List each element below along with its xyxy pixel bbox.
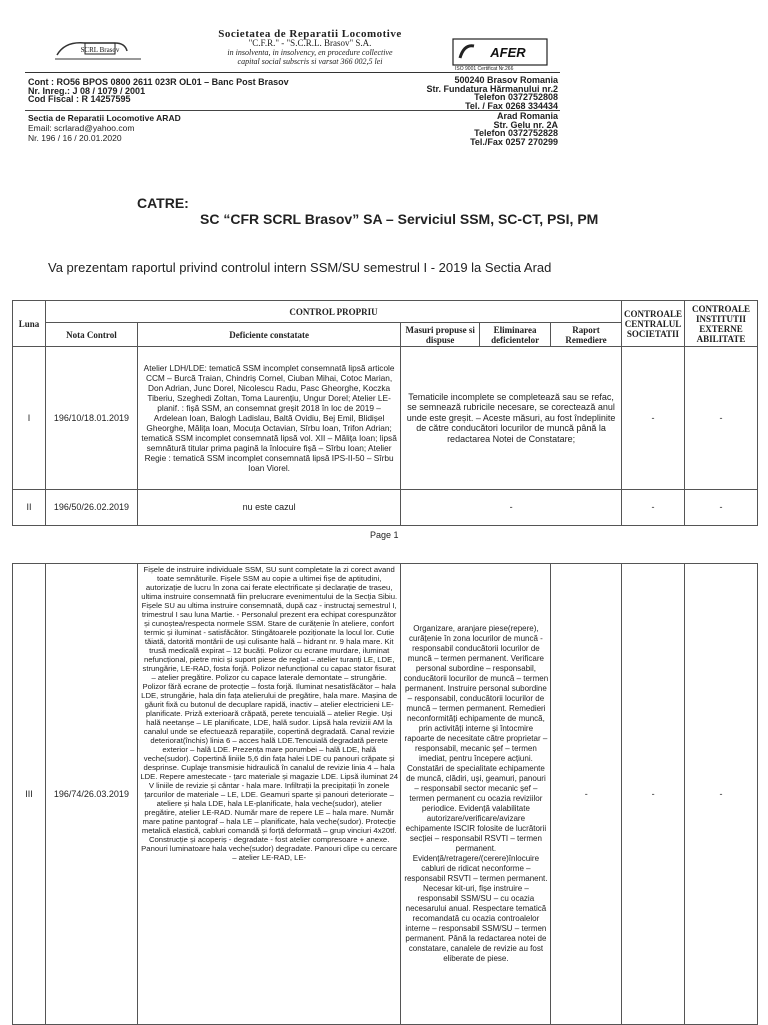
row-nota: 196/74/26.03.2019 bbox=[45, 564, 137, 1025]
row-raport: - bbox=[551, 564, 622, 1025]
row-institutii: - bbox=[684, 347, 757, 490]
row-deficiente: Atelier LDH/LDE: tematică SSM incomplet consemnată lipsă articole CCM – Burcă Traian, Chindriș Cornel, Ciuban Mihai, Cotoc Marian, Don Adrian, Junc Dorel, Nicolescu Radu, Pasc Gheorghe, Koczka Tiberiu, Szeghedi Zoltan, Toma Laurențiu, Ungur Dorel; Atelier LE-planif. : fișă SSM, an consemnat greșit 2018 în loc de 2019 – Ardelean Ioan, Balogh Ladislau, Baltă Ovidiu, Bej Emil, Blidișel Gheorghe, Mălița Ioan, Mocuța Octavian, Sîrbu Ioan, Trifon Adrian; tematică SSM incomplet consemnată lipsă vol. XII – Mălița Ioan; lipsă semnătură titular prima pagină la înlocuire fișă – Sîrbu Ioan; Atelier Regie : tematică SSM incomplet consemnată lipsă IPS-II-50 – Sîrbu Ioan Viorel. bbox=[137, 347, 400, 490]
arad-address bbox=[470, 112, 558, 146]
row-centralul: - bbox=[621, 347, 684, 490]
arad-section-name: Sectia de Reparatii Locomotive ARAD bbox=[28, 113, 181, 123]
intro-text: Va prezentam raportul privind controlul intern SSM/SU semestrul I - 2019 la Sectia Arad bbox=[48, 260, 552, 275]
row-masuri: - bbox=[401, 490, 622, 526]
arad-street: Str. Gelu nr. 2A bbox=[493, 119, 558, 130]
document-number: Nr. 196 / 16 / 20.01.2020 bbox=[28, 133, 122, 143]
addressee: SC “CFR SCRL Brasov” SA – Serviciul SSM, SC-CT, PSI, PM bbox=[200, 211, 599, 227]
header-controale-centralul: CONTROALE CENTRALUL SOCIETATII bbox=[621, 301, 684, 347]
header-masuri: Masuri propuse si dispuse bbox=[401, 323, 480, 347]
control-table-page2 bbox=[12, 563, 758, 1025]
afer-logo-text: AFER bbox=[490, 45, 526, 60]
brasov-city: 500240 Brasov Romania bbox=[454, 75, 558, 85]
company-name: Societatea de Reparatii Locomotive bbox=[218, 28, 402, 40]
header-deficiente: Deficiente constatate bbox=[137, 323, 400, 347]
row-deficiente: nu este cazul bbox=[137, 490, 400, 526]
row-luna: II bbox=[13, 490, 46, 526]
company-header bbox=[150, 30, 470, 66]
row-nota: 196/50/26.02.2019 bbox=[45, 490, 137, 526]
arad-section-info bbox=[28, 113, 181, 143]
control-table-page1 bbox=[12, 300, 758, 526]
fiscal-code: Cod Fiscal : R 14257595 bbox=[28, 94, 131, 104]
header-controale-institutii: CONTROALE INSTITUTII EXTERNE ABILITATE bbox=[684, 301, 757, 347]
registration-number: Nr. Inreg.: J 08 / 1079 / 2001 bbox=[28, 85, 146, 96]
scrl-logo bbox=[55, 33, 143, 65]
row-luna: I bbox=[13, 347, 46, 490]
row-masuri: Organizare, aranjare piese(repere), curățenie în zona locurilor de muncă - responsabil conducătorii locurilor de muncă – termen permanent. Verificare personal subordine – responsabil, conducătorii locurilor de muncă – termen permanent. Instruire personal subordine – responsabil, conducătorii locurilor de muncă – termen permanent. Remedieri neconformități echipamente de muncă, prin activități interne și întocmire rapoarte de necesitate către proprietar – responsabil, mecanic șef – termen imediat, pentru începere acțiuni. Constatări de specialitate echipamente de muncă, clădiri, uși, geamuri, panouri – responsabil sector mecanic șef – termen permanent cu ocazia reviziilor periodice. Evidență valabilitate autorizare/verificare/avizare echipamente ISCIR folosite de lucrătorii secției – responsabil RSVTI – termen permanent. Evidență/retragere/(cerere)înlocuire cabluri de ridicat neconforme – responsabil RSVTI – termen permanent. Necesar kit-uri, fișe instruire – responsabil SSM/SU – cu ocazia necesarului anual. Respectare tematică recomandată cu ocazia controalelor interne – responsabil SSM/SU – termen permanent. Până la redactarea notei de constatare, canalele de revizie au fost eliberate de piese. bbox=[401, 564, 551, 1025]
arad-city: Arad Romania bbox=[496, 111, 558, 121]
row-deficiente: Fișele de instruire individuale SSM, SU sunt completate la zi corect avand toate semnăturile. Fișele SSM au copie a ultimei fișe de aptitudini, autorizație de lucru în zona cai ferate electrificate și declarație de traseu, ultima instruire consemnată fiin prelucrare evenimentului de la Secția Sibiu. Fișele SU au ultima instruire consemnată, după caz - instructaj semestrul I, trimestrul I sau luna Martie. - Personalul prezent era echipat corespunzător și cunoștea/respecta normele SSM. Stare de curățenie în ateliere, confort termic și iluminat - satisfăcător. Stingătoarele poziționate la locul lor. Cutie tăiată, datorită montării de uși culisante hală – hidrant nr. 9 hala mare. Kit trusă medicală expirat – 12 bucăți. Polizor cu ecrane murdare, iluminat nefuncțional, pietre mici și suport piese de reglat – atelier turanți LE, LDE, strungărie, LE-RAD, fosta forjă. Polizor nefuncțional cu capac stator fisurat – atelier pregătire. Polizor cu capace laterale demontate – strungărie. Polizor fără ecrane de protecție – fosta forjă. Iluminat nesatisfăcător – hala LDE, strungărie, hala din fața atelierului de pregătire, hala mare. Mașina de găurit fixă cu butonul de decuplare rapidă, inactiv – atelier electricieni LE-planificate. Priză exterioară crăpată, perete tencuială – atelier Regie. Uși hală neetanșe – LE planificate, LDE, hală sudor. Lipsă hala reviziii AM la canalul unde se efectuează reparațiile, copertină degradată. Canal revizie deteriorat(închis) linia 6 – acces hală LDE.Tencuială degradată perete exterior – hală LDE. Prezența mare porumbei – hală LDE, hală veche(sudor). Copertină liniile 5,6 din fața halei LDE cu panouri crăpate și desprinse. Cuplaje transmisie hidraulică în canalul de revizie linia 4 – hala LDE. Repere amestecate - țarc materiale și magazie LDE. Lipsă iluminat 24 V liniile de revizie și cântar - hala mare. Infiltrații la precipitații în zonele țarcurilor de materiale – LE, LDE. Geamuri sparte și panouri deteriorate – ateliere și hala LDE, hala LE-planificate, hala veche(sudor), atelier pregătire, atelier LE-RAD. Număr mare de repere LE – hala mare. Număr mare patine pantograf – hala LE – planificate, hala veche(sudor). Protecție metalică elastică, cabluri comandă și forță deformată – grup vinciuri 4x20tf. Construcție și acoperiș - degradate - fost atelier compresoare + anexe. Panouri luminatoare hala veche(sudor) degradate. Panouri clipe cu cercare – atelier LE-RAD, LE- bbox=[137, 564, 401, 1025]
brasov-phone: Telefon 0372752808 bbox=[474, 92, 558, 102]
table-row bbox=[13, 347, 758, 490]
header-nota-control: Nota Control bbox=[45, 323, 137, 347]
arad-phone: Telefon 0372752828 bbox=[474, 128, 558, 138]
scrl-logo-text: SCRL Brasov bbox=[80, 46, 120, 54]
iso-certificate: ISO 9001 Certificat Nr.266 bbox=[455, 66, 514, 72]
brasov-street: Str. Fundatura Hărmanului nr.2 bbox=[426, 83, 558, 94]
row-luna: III bbox=[13, 564, 46, 1025]
header-divider-bottom bbox=[25, 110, 560, 111]
row-institutii: - bbox=[684, 490, 757, 526]
header-luna: Luna bbox=[13, 301, 46, 347]
table-row bbox=[13, 564, 758, 1025]
page-number: Page 1 bbox=[370, 530, 399, 540]
company-capital-line: capital social subscris si varsat 366 002,5 lei bbox=[237, 57, 383, 66]
row-institutii: - bbox=[685, 564, 758, 1025]
header-control-propriu: CONTROL PROPRIU bbox=[45, 301, 621, 323]
afer-logo bbox=[452, 38, 548, 66]
row-centralul: - bbox=[621, 490, 684, 526]
bank-account: Cont : RO56 BPOS 0800 2611 023R OL01 – Banc Post Brasov bbox=[28, 77, 289, 87]
row-masuri: Tematicile incomplete se completează sau se refac, se semnează rubricile necesare, se corectează anul unde este greșit. – Aceste măsuri, au fost îndeplinite de către conducători locurilor de muncă până la redactarea Notei de Constatare; bbox=[401, 347, 622, 490]
row-nota: 196/10/18.01.2019 bbox=[45, 347, 137, 490]
catre-label: CATRE: bbox=[137, 195, 189, 211]
brasov-fax: Tel. / Fax 0268 334434 bbox=[465, 100, 558, 111]
header-raport: Raport Remediere bbox=[551, 323, 622, 347]
bank-info bbox=[28, 78, 289, 104]
brasov-address bbox=[426, 76, 558, 110]
arad-fax: Tel./Fax 0257 270299 bbox=[470, 136, 558, 147]
row-centralul: - bbox=[622, 564, 685, 1025]
arad-email: Email: scrlarad@yahoo.com bbox=[28, 123, 135, 133]
table-row bbox=[13, 490, 758, 526]
header-divider-top bbox=[25, 72, 560, 73]
company-status-line: in insolventa, in insolvency, en procedure collective bbox=[227, 48, 393, 57]
company-subtitle: "C.F.R." - "S.C.R.L. Brasov" S.A. bbox=[248, 38, 372, 48]
header-eliminarea: Eliminarea deficientelor bbox=[480, 323, 551, 347]
